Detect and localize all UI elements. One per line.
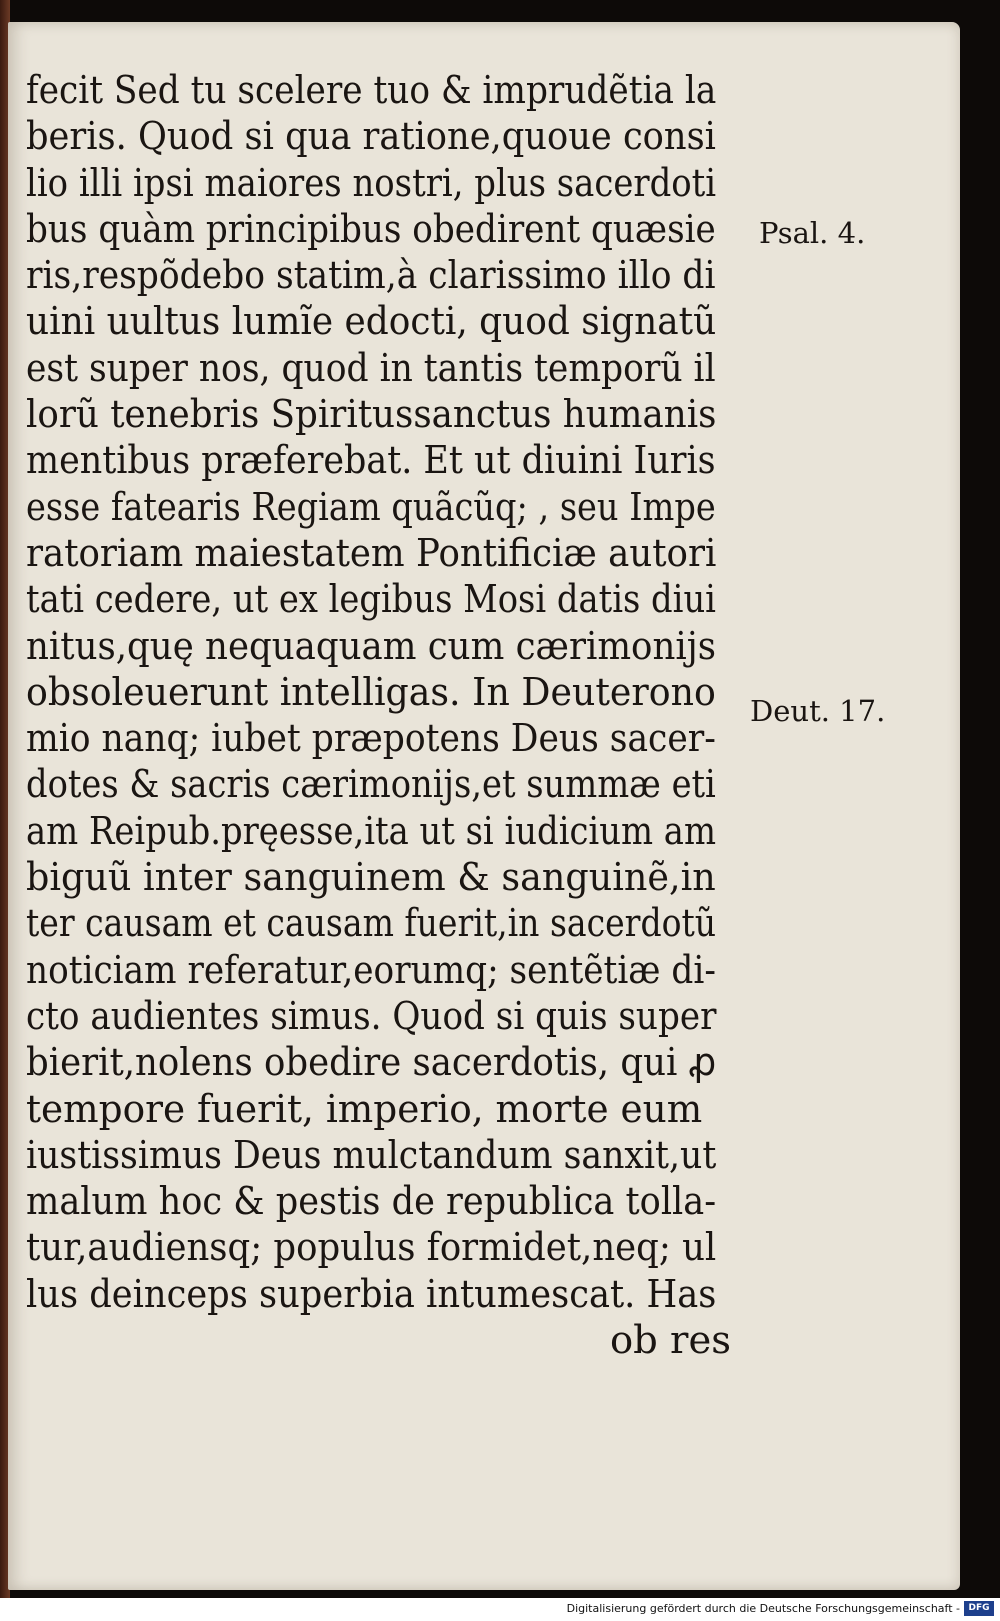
text-line: uini uultus lumĩe edocti, quod signatũ: [26, 299, 717, 345]
text-line: malum hoc & pestis de republica tolla-: [26, 1179, 717, 1225]
text-line: am Reipub.pręesse,ita ut si iudicium am: [26, 808, 716, 854]
page-body-text: [26, 68, 736, 1364]
text-line: noticiam referatur,eorumq; sentẽtiæ di-: [26, 947, 716, 993]
book-page: [8, 22, 960, 1590]
text-line: bus quàm principibus obedirent quæsie: [26, 206, 716, 252]
digitization-footer: [0, 1598, 1000, 1621]
text-line: cto audientes simus. Quod si quis super: [26, 993, 717, 1039]
margin-note-deuteronomy: Deut. 17.: [750, 694, 886, 728]
text-line: nitus,quę nequaquam cum cærimonijs: [26, 623, 717, 669]
text-line: fecit Sed tu scelere tuo & imprudẽtia la: [26, 68, 717, 113]
text-line: lus deinceps superbia intumescat. Has: [26, 1271, 717, 1317]
text-line: beris. Quod si qua ratione,quoue consi: [26, 114, 716, 160]
text-line: tur,audiensq; populus formidet,neq; ul: [26, 1225, 717, 1271]
text-line: lorũ tenebris Spiritussanctus humanis: [26, 392, 717, 438]
text-line: obsoleuerunt intelligas. In Deuterono: [26, 669, 716, 715]
text-line: biguũ inter sanguinem & sanguinẽ,in: [26, 855, 716, 901]
dfg-logo: DFG: [964, 1601, 994, 1616]
text-line: ris,respõdebo statim,à clarissimo illo di: [26, 253, 716, 299]
text-line: bierit,nolens obedire sacerdotis, qui ꝓ: [26, 1040, 717, 1086]
text-line: tati cedere, ut ex legibus Mosi datis diui: [26, 577, 716, 623]
text-line: iustissimus Deus mulctandum sanxit,ut: [26, 1132, 717, 1178]
text-line: dotes & sacris cærimonijs,et summæ eti: [26, 762, 716, 808]
text-line: ter causam et causam fuerit,in sacerdotũ: [26, 901, 717, 947]
catchword: ob res: [609, 1318, 731, 1364]
text-line: esse fatearis Regiam quãcũq; , seu Impe: [26, 484, 716, 530]
text-line: lio illi ipsi maiores nostri, plus sacerdoti: [26, 160, 717, 206]
text-line: est super nos, quod in tantis temporũ il: [26, 345, 716, 391]
text-line: mio nanq; iubet præpotens Deus sacer-: [26, 716, 716, 762]
text-line: mentibus præferebat. Et ut diuini Iuris: [26, 438, 716, 484]
text-line: ratoriam maiestatem Pontificiæ autori: [26, 530, 717, 576]
text-line: tempore fuerit, imperio, morte eum: [26, 1086, 703, 1132]
margin-note-psalm: Psal. 4.: [759, 216, 866, 250]
funding-credit: Digitalisierung gefördert durch die Deutsche Forschungsgemeinschaft -: [566, 1602, 960, 1615]
